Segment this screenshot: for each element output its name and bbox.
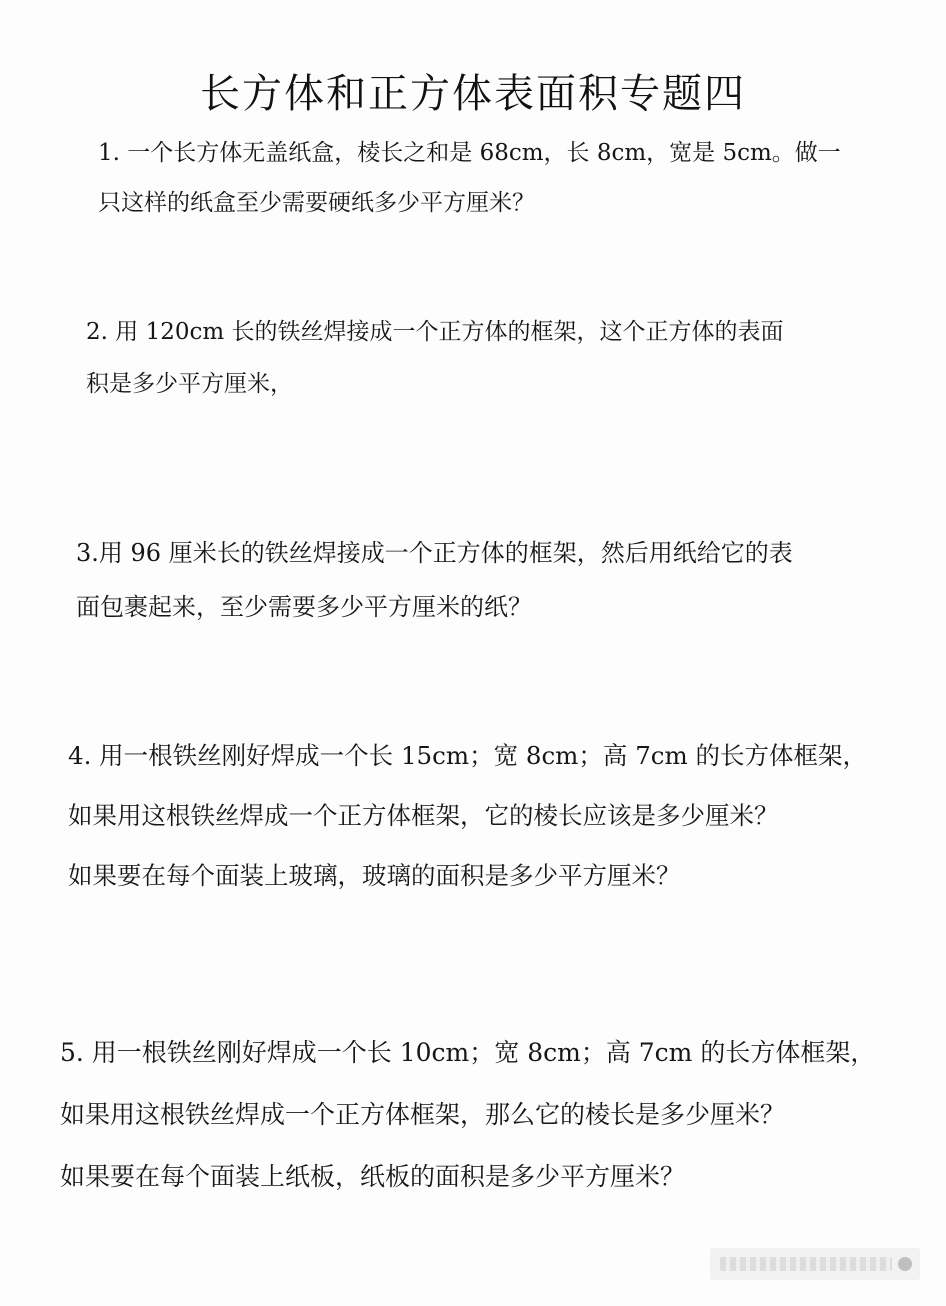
question-4 [68, 726, 867, 906]
worksheet-title: 长方体和正方体表面积专题四 [200, 71, 746, 117]
question-1 [98, 128, 841, 228]
question-4-line-1: 4. 用一根铁丝刚好焊成一个长 15cm；宽 8cm；高 7cm 的长方体框架， [68, 741, 868, 770]
question-4-line-3: 如果要在每个面装上玻璃，玻璃的面积是多少平方厘米？ [68, 861, 681, 890]
question-1-line-2: 只这样的纸盒至少需要硬纸多少平方厘米？ [98, 190, 535, 216]
watermark [710, 1248, 920, 1280]
question-5-line-3: 如果要在每个面装上纸板，纸板的面积是多少平方厘米？ [60, 1162, 686, 1191]
question-5-line-1: 5. 用一根铁丝刚好焊成一个长 10cm；宽 8cm；高 7cm 的长方体框架， [60, 1038, 876, 1067]
question-4-line-2: 如果用这根铁丝焊成一个正方体框架，它的棱长应该是多少厘米？ [68, 801, 779, 830]
question-5 [60, 1022, 875, 1208]
question-3-line-1: 3.用 96 厘米长的铁丝焊接成一个正方体的框架，然后用纸给它的表 [76, 539, 793, 567]
watermark-dot-icon [898, 1257, 912, 1271]
question-3 [76, 526, 793, 634]
question-2 [86, 306, 783, 410]
question-2-line-1: 2. 用 120cm 长的铁丝焊接成一个正方体的框架，这个正方体的表面 [86, 319, 784, 345]
question-1-line-1: 1. 一个长方体无盖纸盒，棱长之和是 68cm，长 8cm，宽是 5cm。做一 [98, 140, 841, 166]
watermark-blur [720, 1257, 892, 1271]
question-3-line-2: 面包裹起来，至少需要多少平方厘米的纸？ [76, 593, 532, 621]
question-5-line-2: 如果用这根铁丝焊成一个正方体框架，那么它的棱长是多少厘米？ [60, 1100, 786, 1129]
question-2-line-2: 积是多少平方厘米， [86, 371, 293, 397]
